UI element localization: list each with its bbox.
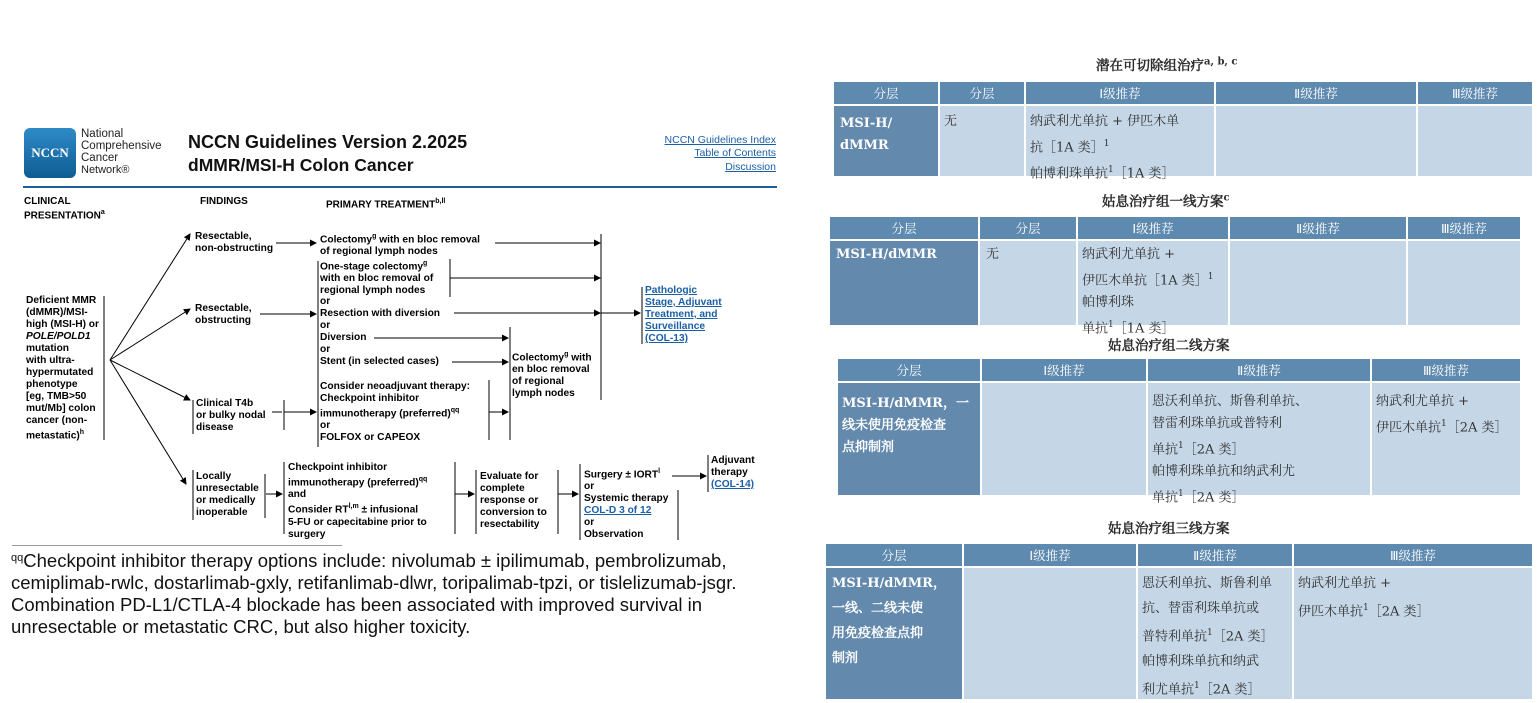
table1-sub-text: 无 <box>944 114 958 129</box>
second-colectomy-box: Colectomy$^g$ with en bloc removal of regional lymph nodes <box>512 351 592 400</box>
table1-header-cell: 分层 <box>834 82 938 104</box>
column-header-clinical: CLINICAL PRESENTATION$^a$ <box>24 196 105 222</box>
finding-resectable-obstructing: Resectable, obstructing <box>195 303 252 326</box>
org-name-line: Network® <box>81 164 130 176</box>
finding-clinical-t4b: Clinical T4b or bulky nodal disease <box>196 398 266 433</box>
table1-level1-text: 纳武利尤单抗 + 伊匹木单 抗［1A 类］$^1$ 帕博利珠单抗$^1$［1A 类］ <box>1030 114 1180 182</box>
pathologic-stage-link[interactable]: Pathologic Stage, Adjuvant Treatment, and Surveillance (COL-13) <box>645 285 722 344</box>
table3-header-cell: Ⅰ级推荐 <box>982 359 1146 381</box>
table3-title: 姑息治疗组二线方案 <box>1108 338 1230 354</box>
obstructing-options: or Resection with diversion or Diversion or Stent (in selected cases) <box>320 296 441 367</box>
table4-strat-text: MSI-H/dMMR， 一线、二线未使 用免疫检查点抑 制剂 <box>832 576 946 666</box>
table3-header-cell: Ⅱ级推荐 <box>1148 359 1370 381</box>
table1-cell <box>1216 106 1416 176</box>
column-header-findings: FINDINGS <box>200 196 248 207</box>
table4-header-cell: 分层 <box>826 544 962 566</box>
table-of-contents-link[interactable]: Table of Contents <box>694 147 776 159</box>
neoadjuvant-box: Consider neoadjuvant therapy: Checkpoint inhibitor immunotherapy (preferred)$^{qq}$ or FOLFOX or CAPEOX <box>320 381 471 444</box>
table2-level1-text: 纳武利尤单抗 + 伊匹木单抗［1A 类］$^1$ 帕博利珠 单抗$^1$［1A 类］ <box>1082 247 1214 337</box>
table3-header-cell: Ⅲ级推荐 <box>1372 359 1520 381</box>
finding-locally-unresectable: Locally unresectable or medically inoperable <box>196 471 259 518</box>
adjuvant-therapy-box: Adjuvant therapy (COL-14) <box>711 455 755 490</box>
table3-header-cell: 分层 <box>838 359 980 381</box>
table1-header-cell: 分层 <box>940 82 1024 104</box>
table1-cell <box>1418 106 1532 176</box>
guideline-subtitle: dMMR/MSI-H Colon Cancer <box>188 155 414 175</box>
checkpoint-inhibitor-box: Checkpoint inhibitor immunotherapy (preferred)$^{qq}$ and Consider RT$^{l,m}$ ± infusional 5-FU or capecitabine prior to surgery <box>288 462 428 540</box>
table2-cell <box>1230 241 1406 325</box>
one-stage-colectomy-box: One-stage colectomy$^g$ with en bloc removal of regional lymph nodes <box>320 260 434 297</box>
table4-cell <box>964 568 1136 699</box>
table2-header-cell: Ⅱ级推荐 <box>1230 217 1406 239</box>
clinical-presentation-box: Deficient MMR (dMMR)/MSI- high (MSI-H) or POLE/POLD1 mutation with ultra- hypermutated phenotype [eg, TMB>50 mut/Mb] colon cancer (non- metastatic)$^h$ <box>26 295 99 442</box>
table1-strat-text: MSI-H/ dMMR <box>840 116 893 153</box>
org-name-line: National <box>81 128 124 140</box>
table2-header-cell: Ⅰ级推荐 <box>1078 217 1228 239</box>
table1-header-cell: Ⅰ级推荐 <box>1026 82 1214 104</box>
footnote-divider <box>12 545 342 546</box>
table1-title: 潜在可切除组治疗$^{a, b, c}$ <box>1096 56 1238 74</box>
table3-level2-text: 恩沃利单抗、斯鲁利单抗、 替雷利珠单抗或普特利 单抗$^1$［2A 类］ 帕博利珠单抗和纳武利尤 单抗$^1$［2A 类］ <box>1152 394 1309 506</box>
table3-level3-text: 纳武利尤单抗 + 伊匹木单抗$^1$［2A 类］ <box>1376 394 1508 436</box>
table4-title: 姑息治疗组三线方案 <box>1108 521 1230 537</box>
table4-level3-text: 纳武利尤单抗 + 伊匹木单抗$^1$［2A 类］ <box>1298 576 1430 620</box>
table2-header-cell: 分层 <box>830 217 978 239</box>
table4-header-cell: Ⅰ级推荐 <box>964 544 1136 566</box>
table1-header-cell: Ⅱ级推荐 <box>1216 82 1416 104</box>
col-14-link[interactable]: (COL-14) <box>711 479 755 490</box>
colectomy-box: Colectomy$^g$ with en bloc removal of regional lymph nodes <box>320 233 480 258</box>
table2-header-cell: Ⅲ级推荐 <box>1408 217 1520 239</box>
table3-cell <box>982 383 1146 495</box>
table4-header-cell: Ⅲ级推荐 <box>1294 544 1532 566</box>
table4-level2-text: 恩沃利单抗、斯鲁利单 抗、替雷利珠单抗或 普特利单抗$^1$［2A 类］ 帕博利珠单抗和纳武 利尤单抗$^1$［2A 类］ <box>1142 576 1274 698</box>
table2-cell <box>1408 241 1520 325</box>
table2-header-cell: 分层 <box>980 217 1076 239</box>
evaluate-response-box: Evaluate for complete response or conversion to resectability <box>480 471 547 530</box>
table1-header-cell: Ⅲ级推荐 <box>1418 82 1532 104</box>
column-header-primary: PRIMARY $TREATMENT^{b,ll}$ <box>326 198 446 211</box>
table3-strat-text: MSI-H/dMMR，一 线未使用免疫检查 点抑制剂 <box>842 396 969 455</box>
table4-header-cell: Ⅱ级推荐 <box>1138 544 1292 566</box>
table2-strat-text: MSI-H/dMMR <box>836 247 937 262</box>
table2-sub-text: 无 <box>986 247 1000 262</box>
discussion-link[interactable]: Discussion <box>725 161 776 173</box>
nccn-logo: NCCN <box>24 128 76 178</box>
guideline-title: NCCN Guidelines Version 2.2025 <box>188 132 468 152</box>
org-name-line: Comprehensive <box>81 140 162 152</box>
finding-resectable-nonobstructing: Resectable, non-obstructing <box>195 231 274 254</box>
surgery-options-box: Surgery ± $IORT^l$ or Systemic therapy COL-D 3 of 12 or Observation <box>584 468 669 541</box>
table2-title: 姑息治疗组一线方案$^c$ <box>1102 192 1230 210</box>
col-d-link[interactable]: COL-D 3 of 12 <box>584 505 652 517</box>
org-name-line: Cancer <box>81 152 119 164</box>
footnote-qq: $^{qq}$Checkpoint inhibitor therapy options include: nivolumab ± ipilimumab, pembrolizumab, cemiplimab-rwlc, dostarlimab-gxly, retifanlimab-dlwr, toripalimab-tpzi, or tislelizumab-jsgr. Combination PD-L1/CTLA-4 blockade has been associated with improved survival in unresectable or metastatic CRC, but also higher toxicity. <box>11 550 737 637</box>
guidelines-index-link[interactable]: NCCN Guidelines Index <box>664 134 776 146</box>
